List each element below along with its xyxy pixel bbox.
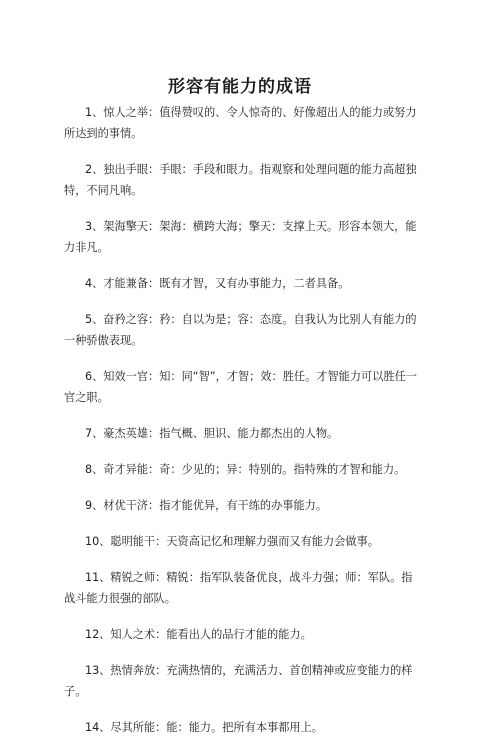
list-item: 6、知效一官：知：同“智”，才智；效：胜任。才智能力可以胜任一官之职。 [64,370,417,404]
list-item: 11、精锐之师：精锐：指军队装备优良，战斗力强；师：军队。指战斗能力很强的部队。 [64,571,413,605]
list-item: 12、知人之术：能看出人的品行才能的能力。 [85,628,312,641]
document-title: 形容有能力的成语 [168,77,312,97]
list-item: 3、架海擎天：架海：横跨大海；擎天：支撑上天。形容本领大，能力非凡。 [64,220,417,254]
list-item: 2、独出手眼：手眼：手段和眼力。指观察和处理问题的能力高超独特，不同凡响。 [64,163,417,197]
list-item: 14、尽其所能：能：能力。把所有本事都用上。 [85,721,323,734]
list-item: 5、奋矜之容：矜：自以为是；容：态度。自我认为比别人有能力的一种骄傲表现。 [64,313,417,347]
list-item: 7、豪杰英雄：指气概、胆识、能力都杰出的人物。 [85,427,339,440]
list-item: 9、材优干济：指才能优异，有干练的办事能力。 [85,499,328,512]
list-item: 4、才能兼备：既有才智，又有办事能力，二者具备。 [85,277,350,290]
idiom-list [64,102,420,753]
list-item: 13、热情奔放：充满热情的，充满活力、首创精神或应变能力的样子。 [64,664,413,698]
list-item: 10、聪明能干：天资高记忆和理解力强而又有能力会做事。 [85,535,379,548]
list-item: 8、奇才异能：奇：少见的；异：特别的。指特殊的才智和能力。 [85,463,406,476]
list-item: 1、惊人之举：值得赞叹的、令人惊奇的、好像超出人的能力或努力所达到的事情。 [64,106,417,140]
